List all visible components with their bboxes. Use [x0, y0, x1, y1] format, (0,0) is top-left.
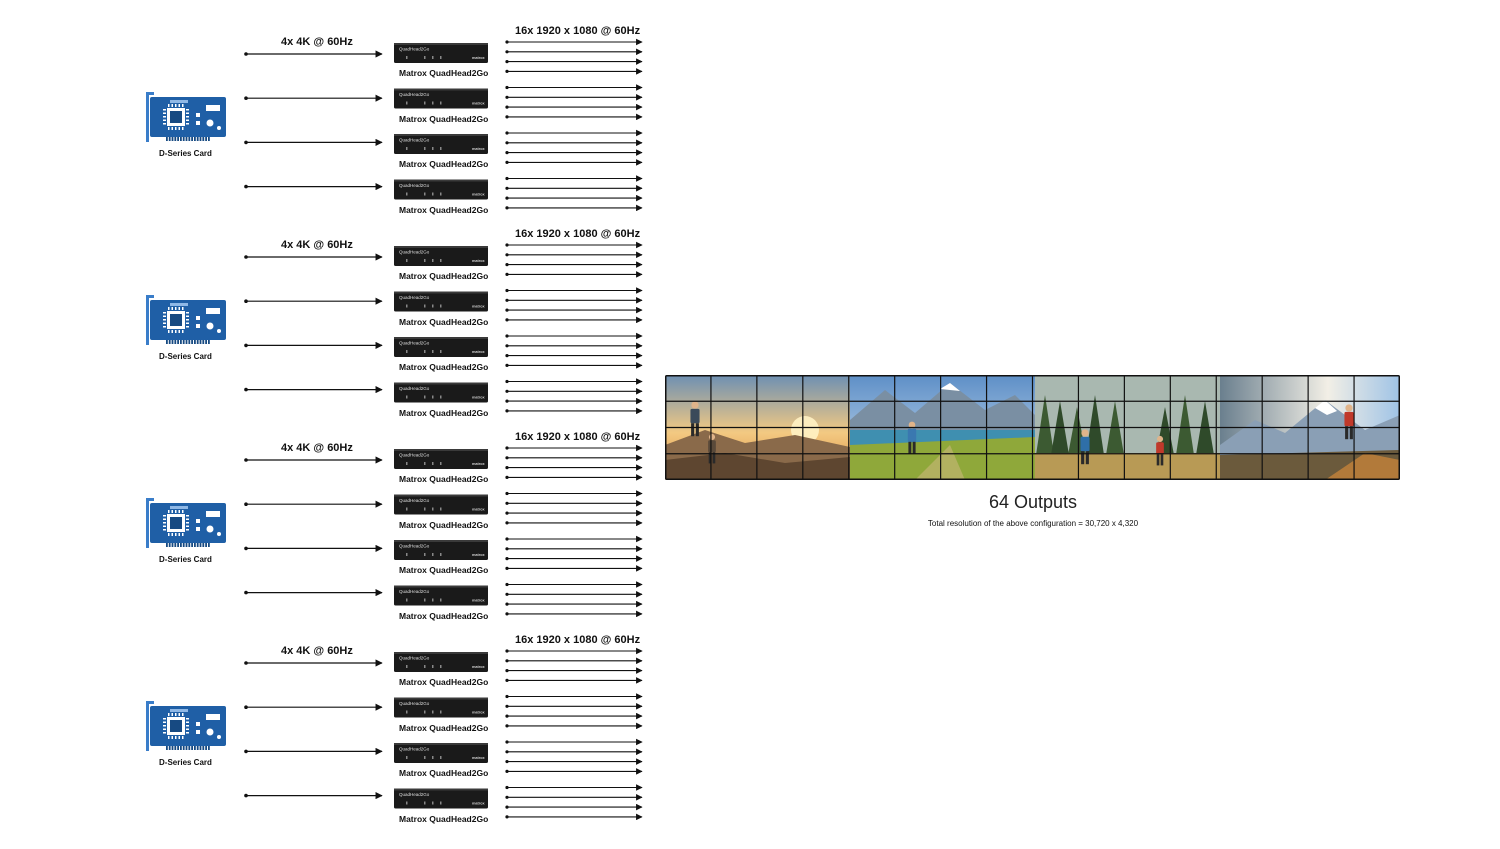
output-arrow-dot — [505, 466, 508, 469]
device-maker-text: matrox — [472, 710, 485, 715]
device-maker-text: matrox — [472, 147, 485, 151]
device-label: Matrox QuadHead2Go — [399, 204, 489, 215]
output-arrow-dot — [505, 456, 508, 459]
output-arrow-dot — [505, 115, 508, 118]
output-arrow-dot — [505, 557, 508, 560]
output-arrow-dot — [505, 400, 508, 403]
input-arrow-dot — [244, 255, 248, 259]
output-arrow-dot — [505, 679, 508, 682]
video-wall-subtitle: Total resolution of the above configuration = 30,720 x 4,320 — [927, 519, 1139, 528]
quadhead2go-device — [394, 698, 488, 718]
device-maker-text: matrox — [472, 462, 485, 466]
output-arrow-dot — [505, 380, 508, 383]
input-arrow-dot — [244, 661, 248, 665]
output-arrow-dot — [505, 364, 508, 367]
device-brand-text: QuadHead2Go — [399, 92, 430, 97]
device-label: Matrox QuadHead2Go — [399, 68, 489, 78]
input-arrow-dot — [244, 794, 248, 798]
output-label: 16x 1920 x 1080 @ 60Hz — [515, 634, 641, 646]
device-maker-text: matrox — [472, 56, 485, 60]
device-brand-text: QuadHead2Go — [399, 183, 430, 188]
device-label: Matrox QuadHead2Go — [399, 813, 489, 824]
group-3 — [146, 446, 642, 615]
output-arrow-dot — [505, 187, 508, 190]
output-arrow-dot — [505, 537, 508, 540]
output-arrow-dot — [505, 273, 508, 276]
input-label: 4x 4K @ 60Hz — [281, 36, 353, 48]
output-arrow-dot — [505, 289, 508, 292]
device-label: Matrox QuadHead2Go — [399, 722, 489, 733]
output-arrow-dot — [505, 612, 508, 615]
output-arrow-dot — [505, 750, 508, 753]
output-arrow-dot — [505, 521, 508, 524]
device-brand-text: QuadHead2Go — [399, 543, 430, 549]
output-arrow-dot — [505, 197, 508, 200]
quadhead2go-device — [394, 383, 488, 403]
quadhead2go-device — [394, 246, 488, 266]
device-brand-text: QuadHead2Go — [399, 137, 430, 143]
quadhead2go-device — [394, 743, 488, 763]
input-arrow-dot — [244, 141, 248, 145]
output-arrow-dot — [505, 177, 508, 180]
output-arrow-dot — [505, 603, 508, 606]
quadhead2go-device — [394, 337, 488, 357]
pci-card-icon — [146, 498, 226, 548]
quadhead2go-device — [394, 134, 488, 154]
group-2 — [146, 243, 642, 412]
output-arrow-dot — [505, 695, 508, 698]
output-arrow-dot — [505, 344, 508, 347]
output-arrow-dot — [505, 669, 508, 672]
output-arrow-dot — [505, 161, 508, 164]
quadhead2go-device — [394, 89, 488, 109]
output-arrow-dot — [505, 740, 508, 743]
device-brand-text: QuadHead2Go — [399, 46, 430, 52]
device-maker-text: matrox — [472, 507, 485, 512]
video-wall-title: 64 Outputs — [988, 492, 1078, 512]
video-wall-image — [665, 375, 1400, 480]
device-brand-text: QuadHead2Go — [399, 746, 430, 752]
device-brand-text: QuadHead2Go — [399, 386, 430, 391]
output-arrow-dot — [505, 206, 508, 209]
output-arrow-dot — [505, 649, 508, 652]
output-arrow-dot — [505, 446, 508, 449]
output-arrow-dot — [505, 715, 508, 718]
device-label: Matrox QuadHead2Go — [399, 316, 489, 327]
output-arrow-dot — [505, 786, 508, 789]
device-maker-text: matrox — [472, 259, 485, 263]
device-maker-text: matrox — [472, 192, 485, 197]
output-arrow-dot — [505, 492, 508, 495]
device-maker-text: matrox — [472, 553, 485, 557]
device-maker-text: matrox — [472, 101, 485, 106]
output-arrow-dot — [505, 796, 508, 799]
quadhead2go-device — [394, 180, 488, 200]
quadhead2go-device — [394, 652, 488, 672]
output-label: 16x 1920 x 1080 @ 60Hz — [515, 431, 641, 443]
quadhead2go-device — [394, 540, 488, 560]
output-arrow-dot — [505, 60, 508, 63]
quadhead2go-device — [394, 586, 488, 606]
device-brand-text: QuadHead2Go — [399, 792, 430, 797]
quadhead2go-device — [394, 449, 488, 469]
card-label: D-Series Card — [159, 149, 212, 158]
output-arrow-dot — [505, 243, 508, 246]
output-arrow-dot — [505, 40, 508, 43]
input-arrow-dot — [244, 705, 248, 709]
input-label: 4x 4K @ 60Hz — [281, 645, 353, 657]
device-maker-text: matrox — [472, 756, 485, 760]
device-brand-text: QuadHead2Go — [399, 249, 430, 255]
output-arrow-dot — [505, 760, 508, 763]
output-label: 16x 1920 x 1080 @ 60Hz — [515, 25, 641, 37]
quadhead2go-device — [394, 495, 488, 515]
output-arrow-dot — [505, 141, 508, 144]
device-label: Matrox QuadHead2Go — [399, 610, 489, 621]
video-wall — [665, 375, 1400, 480]
quadhead2go-device — [394, 789, 488, 809]
device-label: Matrox QuadHead2Go — [399, 677, 489, 687]
input-arrow-dot — [244, 185, 248, 189]
output-arrow-dot — [505, 309, 508, 312]
output-arrow-dot — [505, 724, 508, 727]
device-brand-text: QuadHead2Go — [399, 701, 430, 706]
input-arrow-dot — [244, 547, 248, 551]
output-arrow-dot — [505, 593, 508, 596]
device-label: Matrox QuadHead2Go — [399, 519, 489, 530]
device-maker-text: matrox — [472, 665, 485, 669]
device-label: Matrox QuadHead2Go — [399, 113, 489, 124]
input-arrow-dot — [244, 96, 248, 100]
device-label: Matrox QuadHead2Go — [399, 271, 489, 281]
output-arrow-dot — [505, 318, 508, 321]
output-arrow-dot — [505, 263, 508, 266]
device-maker-text: matrox — [472, 801, 485, 806]
device-maker-text: matrox — [472, 395, 485, 400]
output-arrow-dot — [505, 409, 508, 412]
group-4 — [146, 649, 642, 818]
device-label: Matrox QuadHead2Go — [399, 565, 489, 575]
input-arrow-dot — [244, 591, 248, 595]
quadhead2go-device — [394, 292, 488, 312]
output-arrow-dot — [505, 131, 508, 134]
device-maker-text: matrox — [472, 350, 485, 354]
output-arrow-dot — [505, 567, 508, 570]
output-arrow-dot — [505, 547, 508, 550]
output-arrow-dot — [505, 770, 508, 773]
card-label: D-Series Card — [159, 758, 212, 767]
output-arrow-dot — [505, 299, 508, 302]
output-arrow-dot — [505, 86, 508, 89]
quadhead2go-device — [394, 43, 488, 63]
device-brand-text: QuadHead2Go — [399, 295, 430, 300]
device-brand-text: QuadHead2Go — [399, 498, 430, 503]
pci-card-icon — [146, 295, 226, 345]
output-arrow-dot — [505, 390, 508, 393]
output-arrow-dot — [505, 96, 508, 99]
device-label: Matrox QuadHead2Go — [399, 407, 489, 418]
input-arrow-dot — [244, 299, 248, 303]
output-arrow-dot — [505, 106, 508, 109]
output-arrow-dot — [505, 806, 508, 809]
device-label: Matrox QuadHead2Go — [399, 768, 489, 778]
output-arrow-dot — [505, 705, 508, 708]
device-brand-text: QuadHead2Go — [399, 655, 430, 661]
device-label: Matrox QuadHead2Go — [399, 159, 489, 169]
pci-card-icon — [146, 701, 226, 751]
input-arrow-dot — [244, 458, 248, 462]
input-arrow-dot — [244, 750, 248, 754]
output-arrow-dot — [505, 815, 508, 818]
device-maker-text: matrox — [472, 598, 485, 603]
input-arrow-dot — [244, 52, 248, 56]
output-arrow-dot — [505, 659, 508, 662]
device-maker-text: matrox — [472, 304, 485, 309]
device-brand-text: QuadHead2Go — [399, 452, 430, 458]
device-label: Matrox QuadHead2Go — [399, 362, 489, 372]
card-label: D-Series Card — [159, 555, 212, 564]
output-arrow-dot — [505, 151, 508, 154]
pci-card-icon — [146, 92, 226, 142]
output-arrow-dot — [505, 334, 508, 337]
device-brand-text: QuadHead2Go — [399, 589, 430, 594]
input-arrow-dot — [244, 502, 248, 506]
device-brand-text: QuadHead2Go — [399, 340, 430, 346]
input-label: 4x 4K @ 60Hz — [281, 239, 353, 251]
output-label: 16x 1920 x 1080 @ 60Hz — [515, 228, 641, 240]
output-arrow-dot — [505, 253, 508, 256]
output-arrow-dot — [505, 502, 508, 505]
input-arrow-dot — [244, 344, 248, 348]
card-label: D-Series Card — [159, 352, 212, 361]
output-arrow-dot — [505, 354, 508, 357]
output-arrow-dot — [505, 583, 508, 586]
output-arrow-dot — [505, 476, 508, 479]
output-arrow-dot — [505, 511, 508, 514]
device-label: Matrox QuadHead2Go — [399, 474, 489, 484]
group-1 — [146, 40, 642, 209]
input-arrow-dot — [244, 388, 248, 392]
output-arrow-dot — [505, 50, 508, 53]
output-arrow-dot — [505, 70, 508, 73]
input-label: 4x 4K @ 60Hz — [281, 442, 353, 454]
